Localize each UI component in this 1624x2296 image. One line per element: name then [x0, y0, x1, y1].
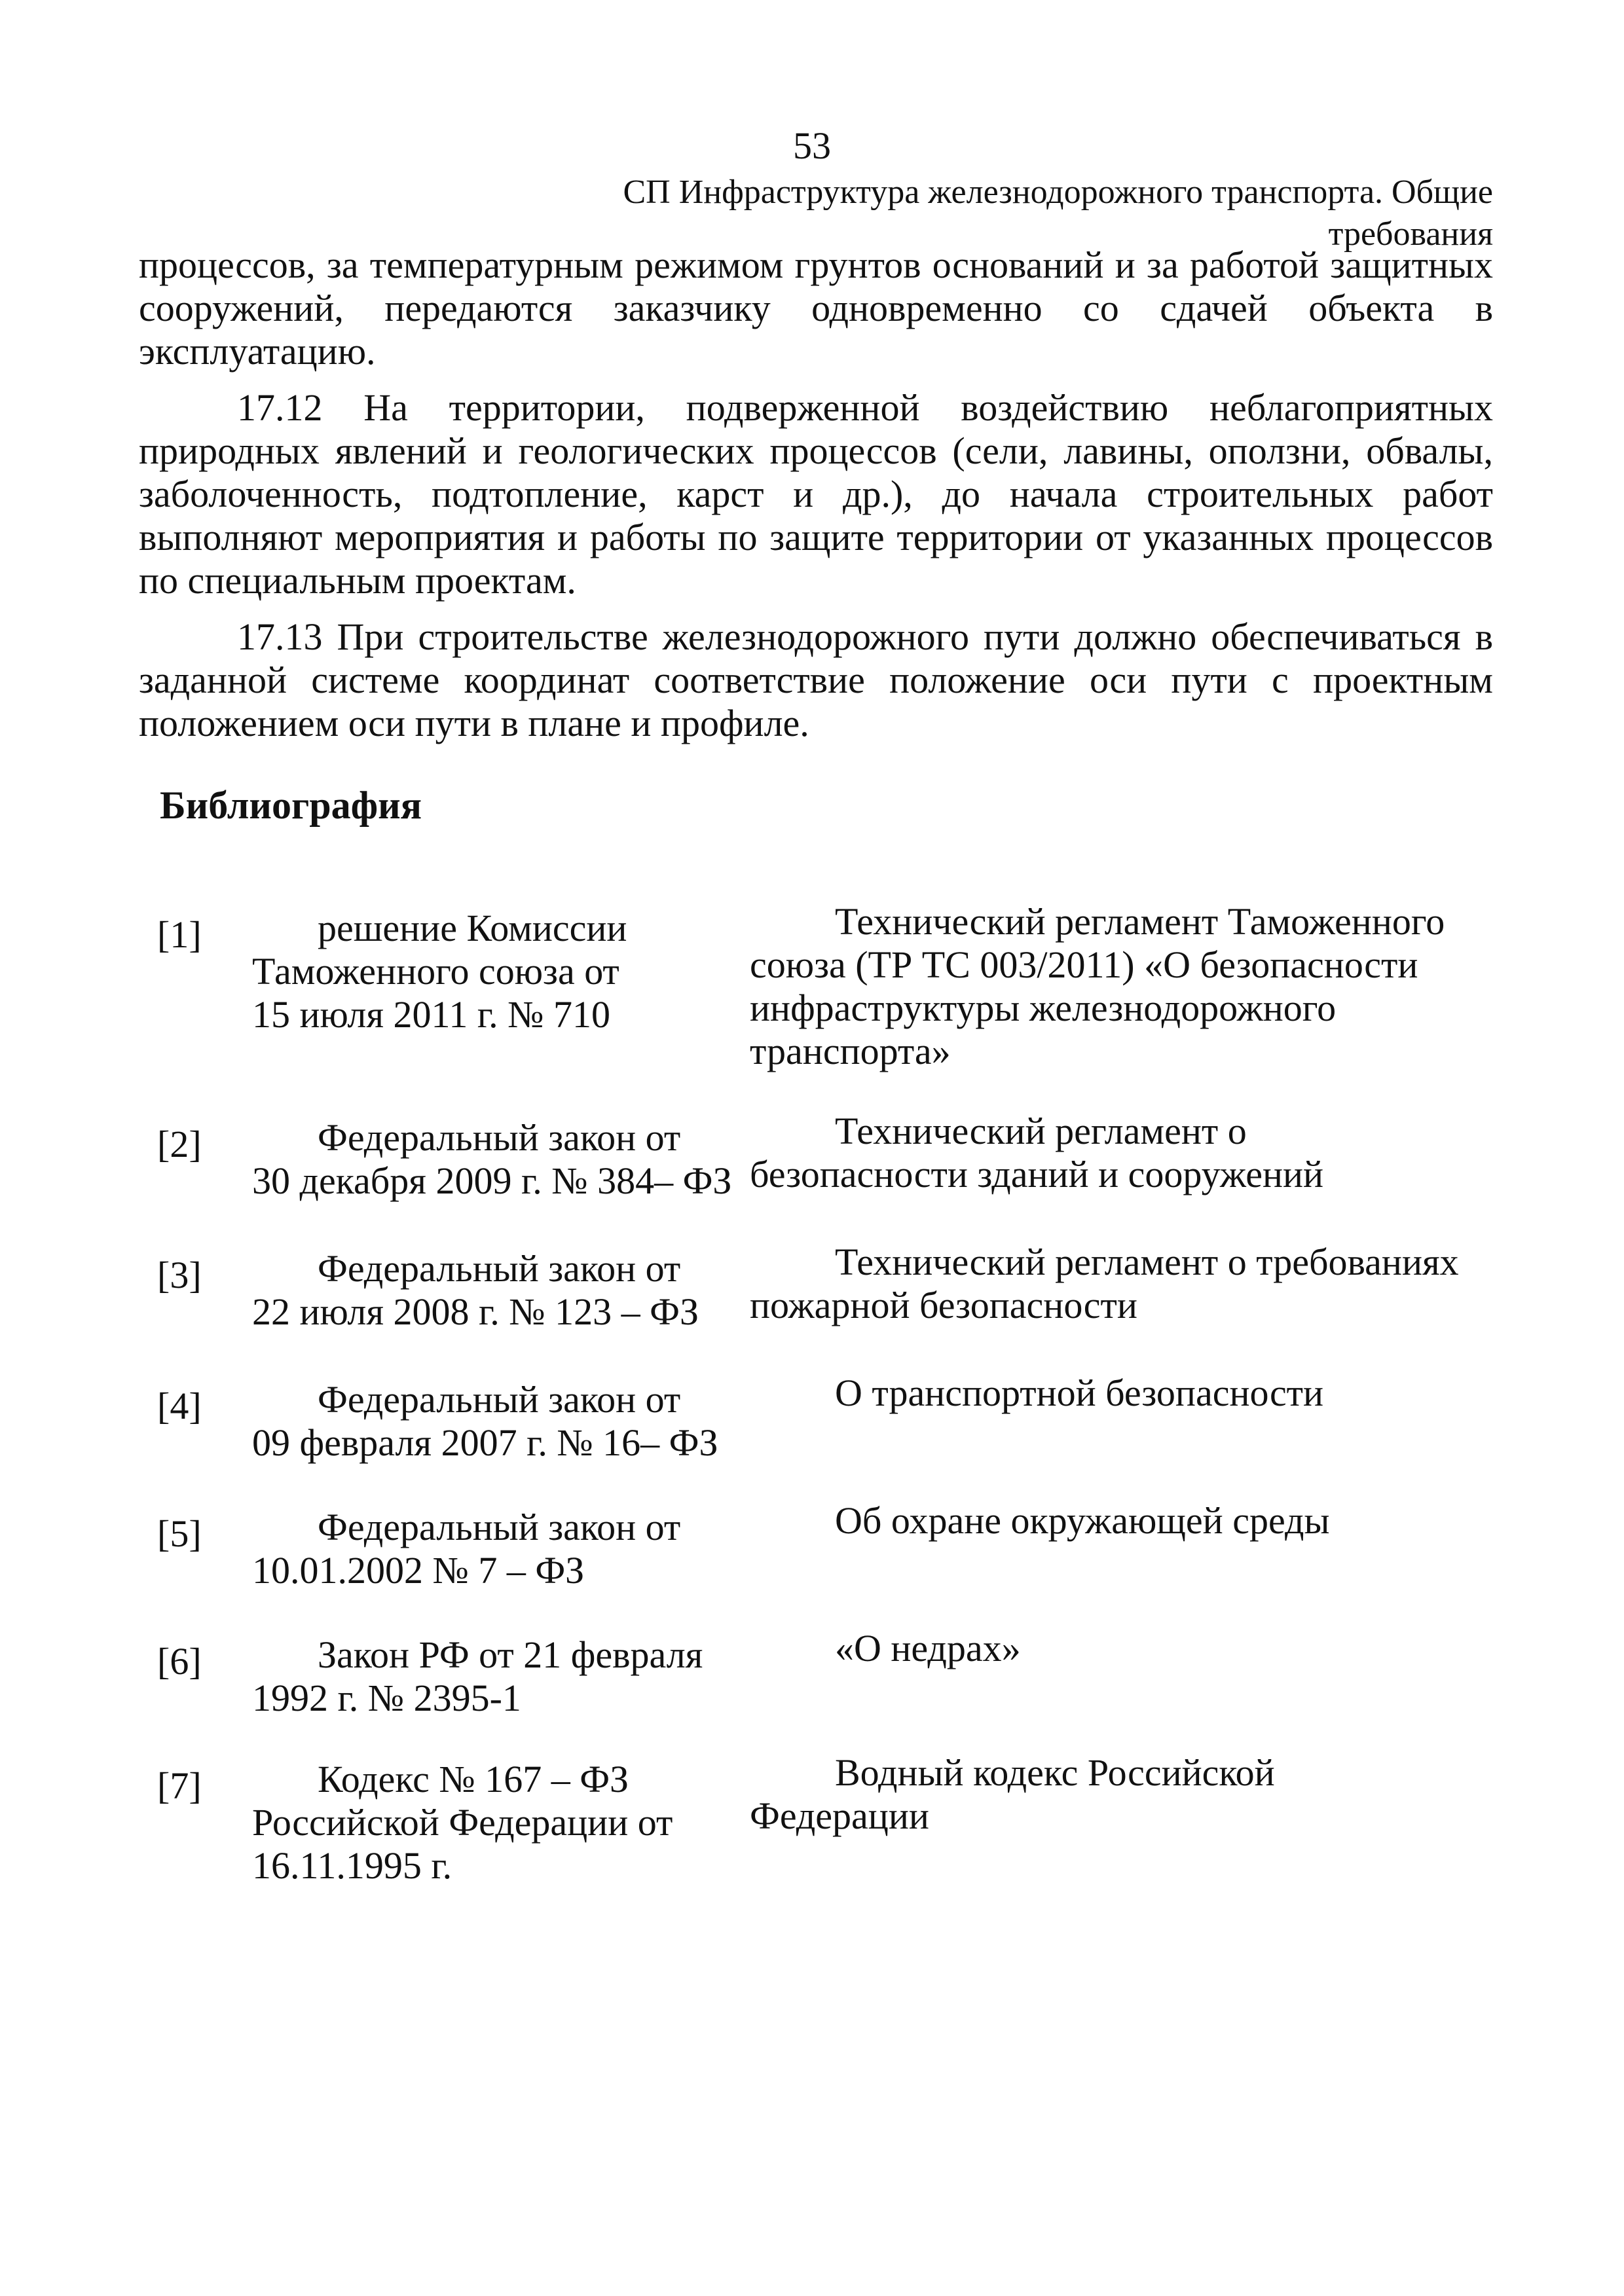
item-source	[252, 1378, 724, 1465]
title-line: Об охране окружающей среды	[835, 1499, 1330, 1542]
item-source	[252, 1247, 724, 1334]
source-line: решение Комиссии	[318, 907, 627, 949]
source-line: 22 июля 2008 г. № 123 – ФЗ	[252, 1290, 699, 1333]
title-line: Федерации	[750, 1795, 929, 1837]
item-number: [1]	[157, 913, 202, 956]
item-source	[252, 1506, 724, 1592]
item-source	[252, 1633, 724, 1720]
source-line: 30 декабря 2009 г. № 384– ФЗ	[252, 1159, 732, 1202]
text-line: процессов, за температурным режимом грунтов оснований и за работой защитных	[139, 244, 1493, 286]
item-title	[750, 900, 1483, 1073]
source-line: Федеральный закон от	[318, 1116, 681, 1159]
item-number: [6]	[157, 1640, 202, 1683]
title-line: Технический регламент Таможенного	[835, 900, 1445, 943]
title-line: О транспортной безопасности	[835, 1372, 1324, 1414]
source-line: 16.11.1995 г.	[252, 1844, 452, 1887]
item-title	[750, 1499, 1483, 1542]
running-title: СП Инфраструктура железнодорожного транспорта. Общие требования	[623, 173, 1493, 253]
item-title	[750, 1627, 1483, 1670]
text-line: 17.12 На территории, подверженной воздействию неблагоприятных	[237, 386, 1493, 429]
text-line: 17.13 При строительстве железнодорожного пути должно обеспечиваться в	[237, 615, 1493, 658]
text-line: выполняют мероприятия и работы по защите территории от указанных процессов	[139, 516, 1493, 558]
item-title	[750, 1751, 1483, 1838]
item-number: [4]	[157, 1385, 202, 1427]
source-line: Федеральный закон от	[318, 1506, 681, 1548]
title-line: безопасности зданий и сооружений	[750, 1153, 1324, 1195]
item-number: [7]	[157, 1764, 202, 1807]
text-line: сооружений, передаются заказчику одновременно со сдачей объекта в	[139, 287, 1493, 329]
item-title	[750, 1241, 1483, 1327]
source-line: 1992 г. № 2395-1	[252, 1677, 521, 1719]
item-number: [5]	[157, 1512, 202, 1555]
bibliography-heading: Библиография	[160, 784, 422, 827]
item-source	[252, 1758, 724, 1887]
title-line: союза (ТР ТС 003/2011) «О безопасности	[750, 943, 1418, 986]
source-line: 10.01.2002 № 7 – ФЗ	[252, 1549, 585, 1592]
title-line: пожарной безопасности	[750, 1284, 1137, 1326]
source-line: Федеральный закон от	[318, 1247, 681, 1290]
item-source	[252, 1116, 732, 1203]
source-line: 09 февраля 2007 г. № 16– ФЗ	[252, 1421, 718, 1464]
title-line: Технический регламент о	[835, 1110, 1247, 1152]
source-line: Федеральный закон от	[318, 1378, 681, 1421]
text-line: заданной системе координат соответствие положение оси пути с проектным	[139, 659, 1493, 701]
source-line: Таможенного союза от	[252, 950, 619, 993]
page-number: 53	[793, 124, 831, 167]
title-line: транспорта»	[750, 1030, 951, 1072]
source-line: Российской Федерации от	[252, 1801, 673, 1844]
text-line: природных явлений и геологических процессов (сели, лавины, оползни, обвалы,	[139, 429, 1493, 472]
item-number: [3]	[157, 1254, 202, 1296]
source-line: Кодекс № 167 – ФЗ	[318, 1758, 629, 1800]
title-line: Водный кодекс Российской	[835, 1751, 1275, 1794]
item-number: [2]	[157, 1123, 202, 1165]
text-line: положением оси пути в плане и профиле.	[139, 702, 809, 744]
source-line: Закон РФ от 21 февраля	[318, 1633, 703, 1676]
title-line: инфраструктуры железнодорожного	[750, 987, 1337, 1029]
item-title	[750, 1110, 1483, 1196]
text-line: заболоченность, подтопление, карст и др.), до начала строительных работ	[139, 473, 1493, 515]
item-title	[750, 1372, 1483, 1415]
text-line: эксплуатацию.	[139, 330, 376, 373]
title-line: «О недрах»	[835, 1627, 1021, 1669]
item-source	[252, 907, 724, 1036]
title-line: Технический регламент о требованиях	[835, 1241, 1459, 1283]
source-line: 15 июля 2011 г. № 710	[252, 993, 610, 1036]
text-line: по специальным проектам.	[139, 559, 576, 602]
